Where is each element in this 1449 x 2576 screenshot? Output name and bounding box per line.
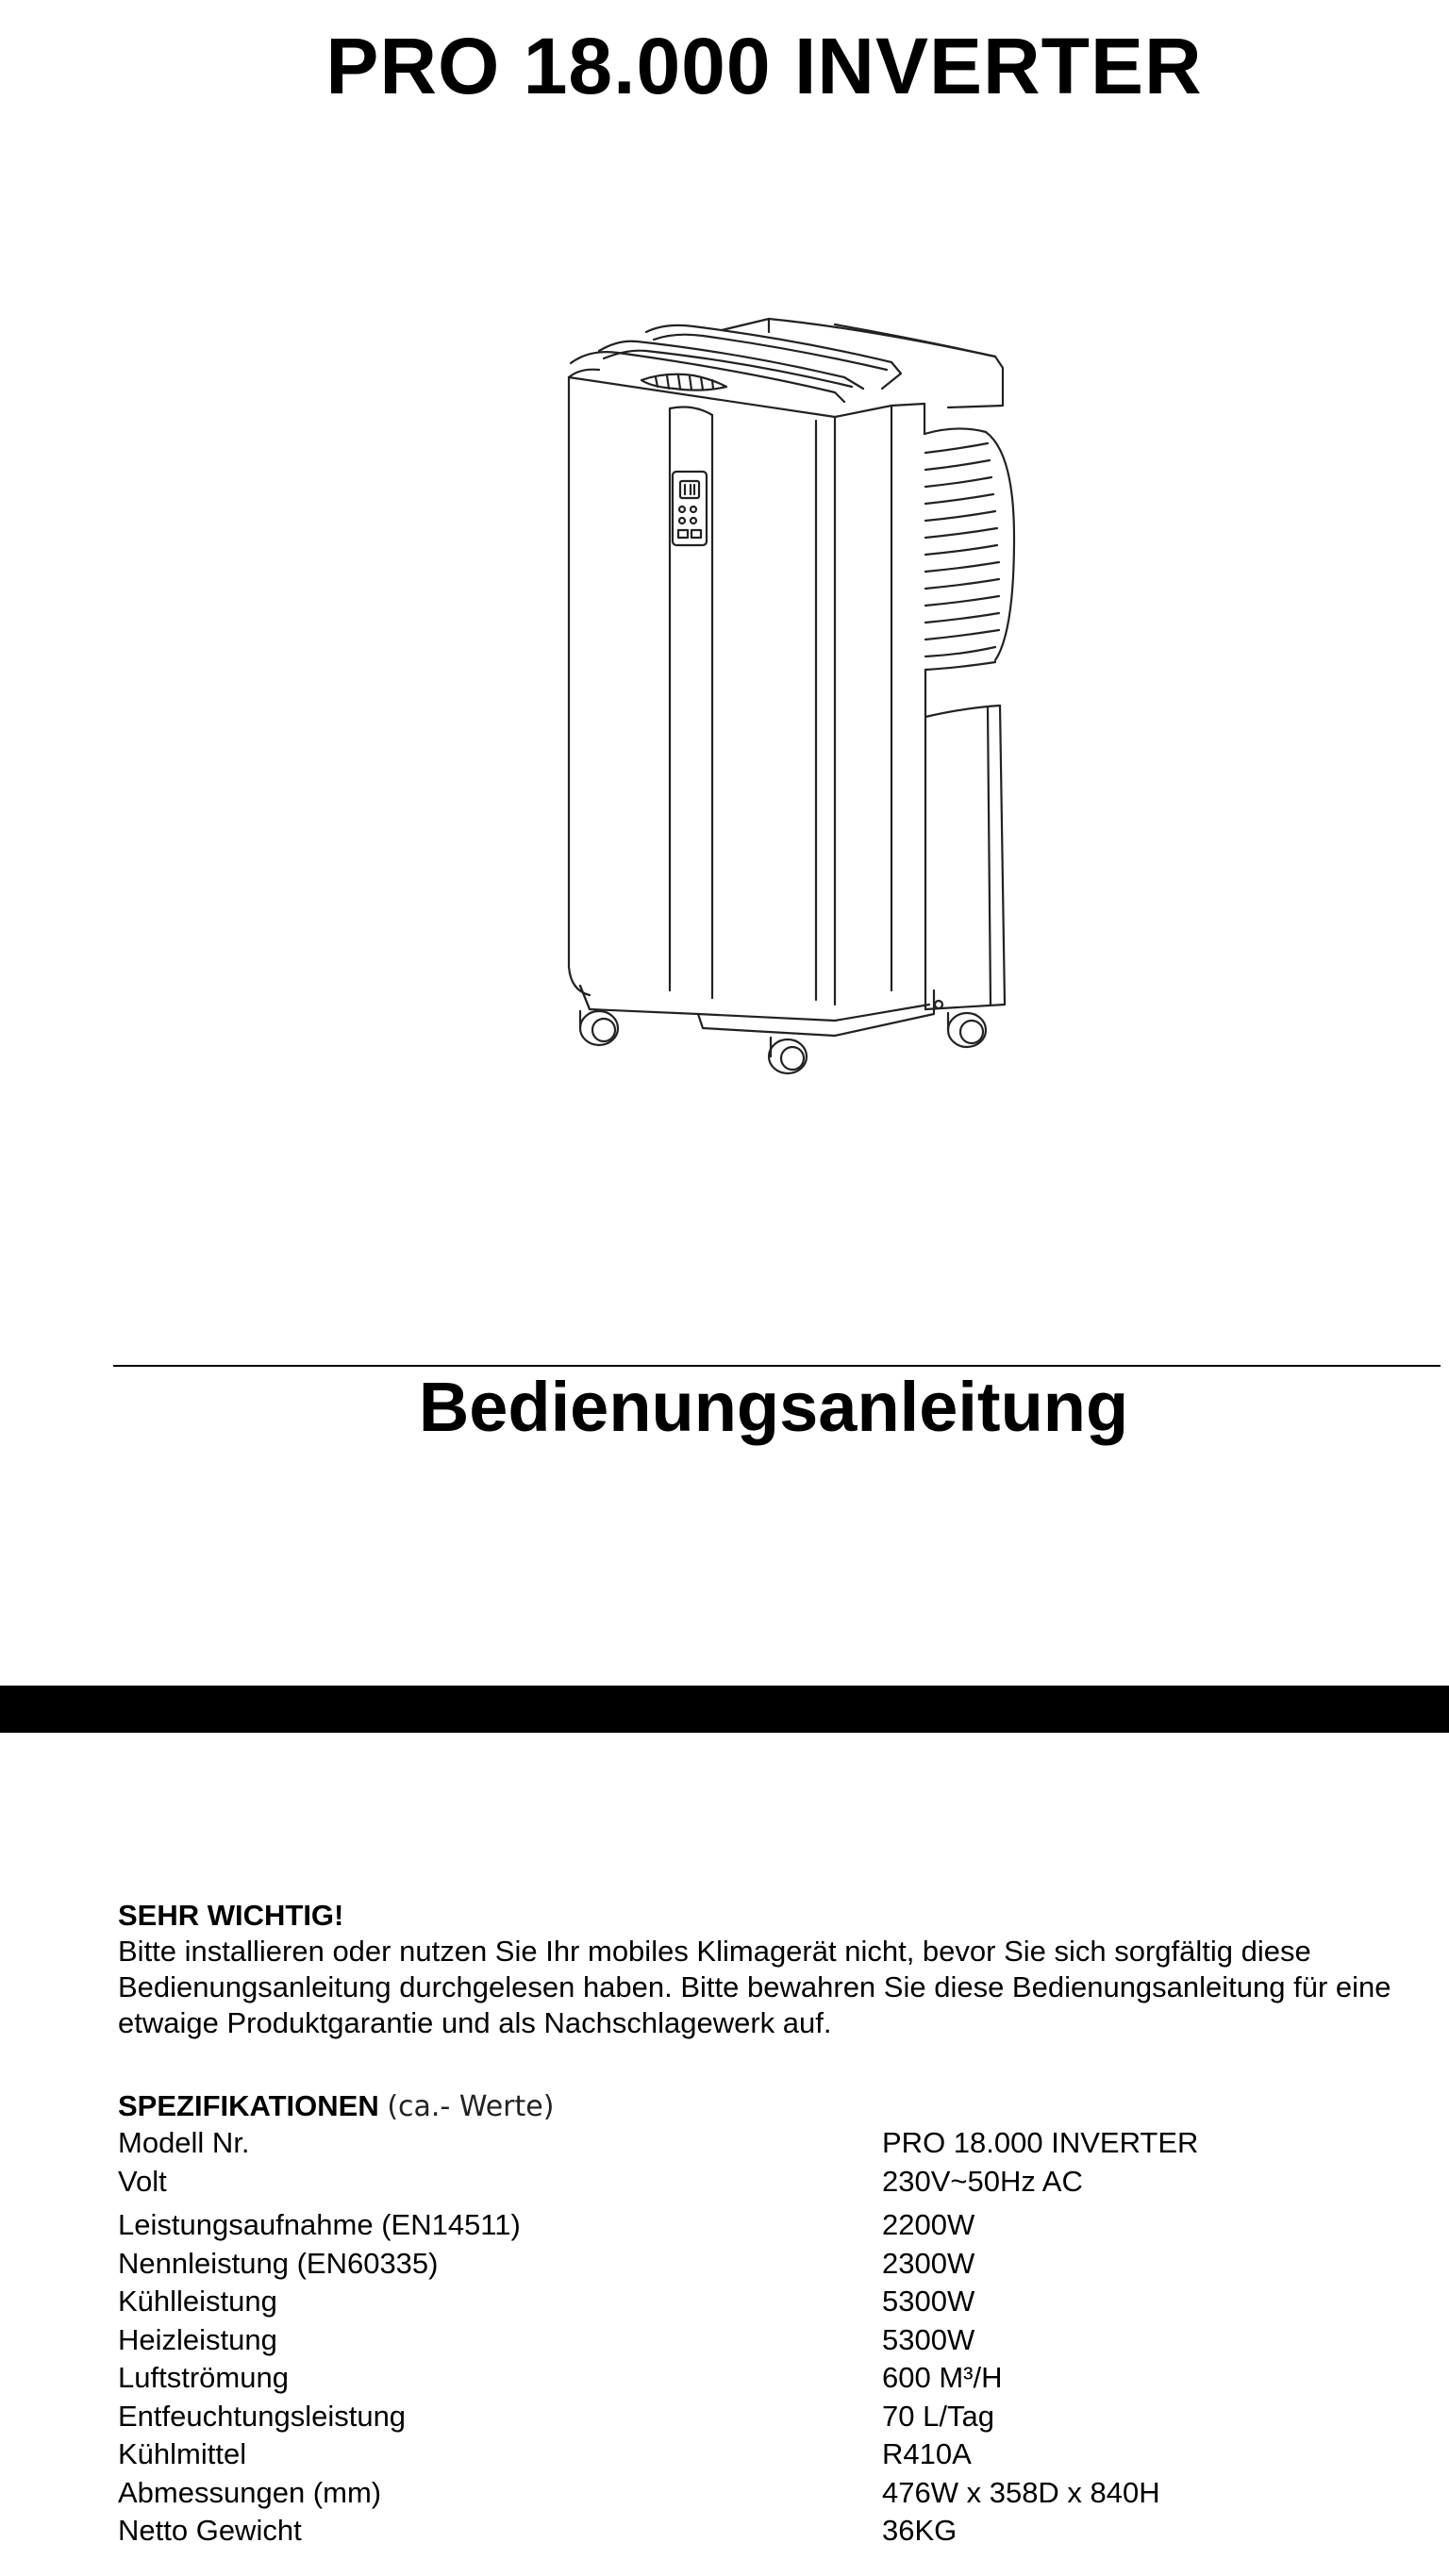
spec-value: PRO 18.000 INVERTER (882, 2126, 1199, 2159)
spec-label: Entfeuchtungsleistung (118, 2399, 407, 2433)
spec-label: Heizleistung (118, 2322, 277, 2356)
spec-label: Kühlmittel (118, 2437, 247, 2470)
spec-value: 2300W (882, 2246, 975, 2280)
important-text: Bitte installieren oder nutzen Sie Ihr mobiles Klimagerät nicht, bevor Sie sich sorgfältig diese Bedienungsanleitung durchgelesen haben. Bitte bewahren Sie diese Bedienungsanleitung für eine etwaige Produktgarantie und als Nachschlagewerk auf. (118, 1935, 1391, 2039)
document-title: PRO 18.000 INVERTER (325, 22, 1203, 110)
spec-value: 2200W (882, 2208, 975, 2241)
specs-heading (118, 2087, 554, 2126)
spec-row (118, 2474, 1344, 2513)
important-heading: SEHR WICHTIG! (118, 1899, 344, 1932)
spec-label: Leistungsaufnahme (EN14511) (118, 2208, 521, 2241)
spec-label: Nennleistung (EN60335) (118, 2246, 439, 2280)
spec-value: 5300W (882, 2285, 975, 2318)
specs-title: SPEZIFIKATIONEN (118, 2089, 379, 2122)
spec-row (118, 2398, 1344, 2436)
air-conditioner-illustration (552, 311, 1033, 1085)
spec-row (118, 2359, 1344, 2398)
spec-row (118, 2124, 1344, 2163)
spec-label: Modell Nr. (118, 2126, 250, 2159)
spec-row (118, 2245, 1344, 2284)
spec-row (118, 2512, 1344, 2551)
manual-subtitle: Bedienungsanleitung (418, 1368, 1129, 1446)
spec-label: Volt (118, 2164, 167, 2198)
spec-value: 230V~50Hz AC (882, 2164, 1083, 2198)
spec-value: R410A (882, 2437, 972, 2470)
black-separator-bar (0, 1686, 1449, 1733)
spec-row (118, 2163, 1344, 2202)
spec-label: Kühlleistung (118, 2285, 277, 2318)
specs-table (118, 2124, 1344, 2551)
spec-row (118, 2206, 1344, 2245)
spec-row (118, 2321, 1344, 2360)
spec-value: 476W x 358D x 840H (882, 2475, 1160, 2509)
spec-row (118, 2435, 1344, 2474)
spec-value: 70 L/Tag (882, 2399, 994, 2433)
important-notice (118, 1898, 1439, 2041)
spec-value: 5300W (882, 2322, 975, 2356)
spec-value: 36KG (882, 2514, 958, 2547)
spec-value: 600 M³/H (882, 2361, 1003, 2394)
spec-label: Abmessungen (mm) (118, 2475, 382, 2509)
spec-label: Netto Gewicht (118, 2514, 302, 2547)
specs-note: (ca.- Werte) (387, 2090, 555, 2123)
horizontal-rule (113, 1365, 1441, 1367)
spec-row (118, 2283, 1344, 2321)
spec-label: Luftströmung (118, 2361, 289, 2394)
